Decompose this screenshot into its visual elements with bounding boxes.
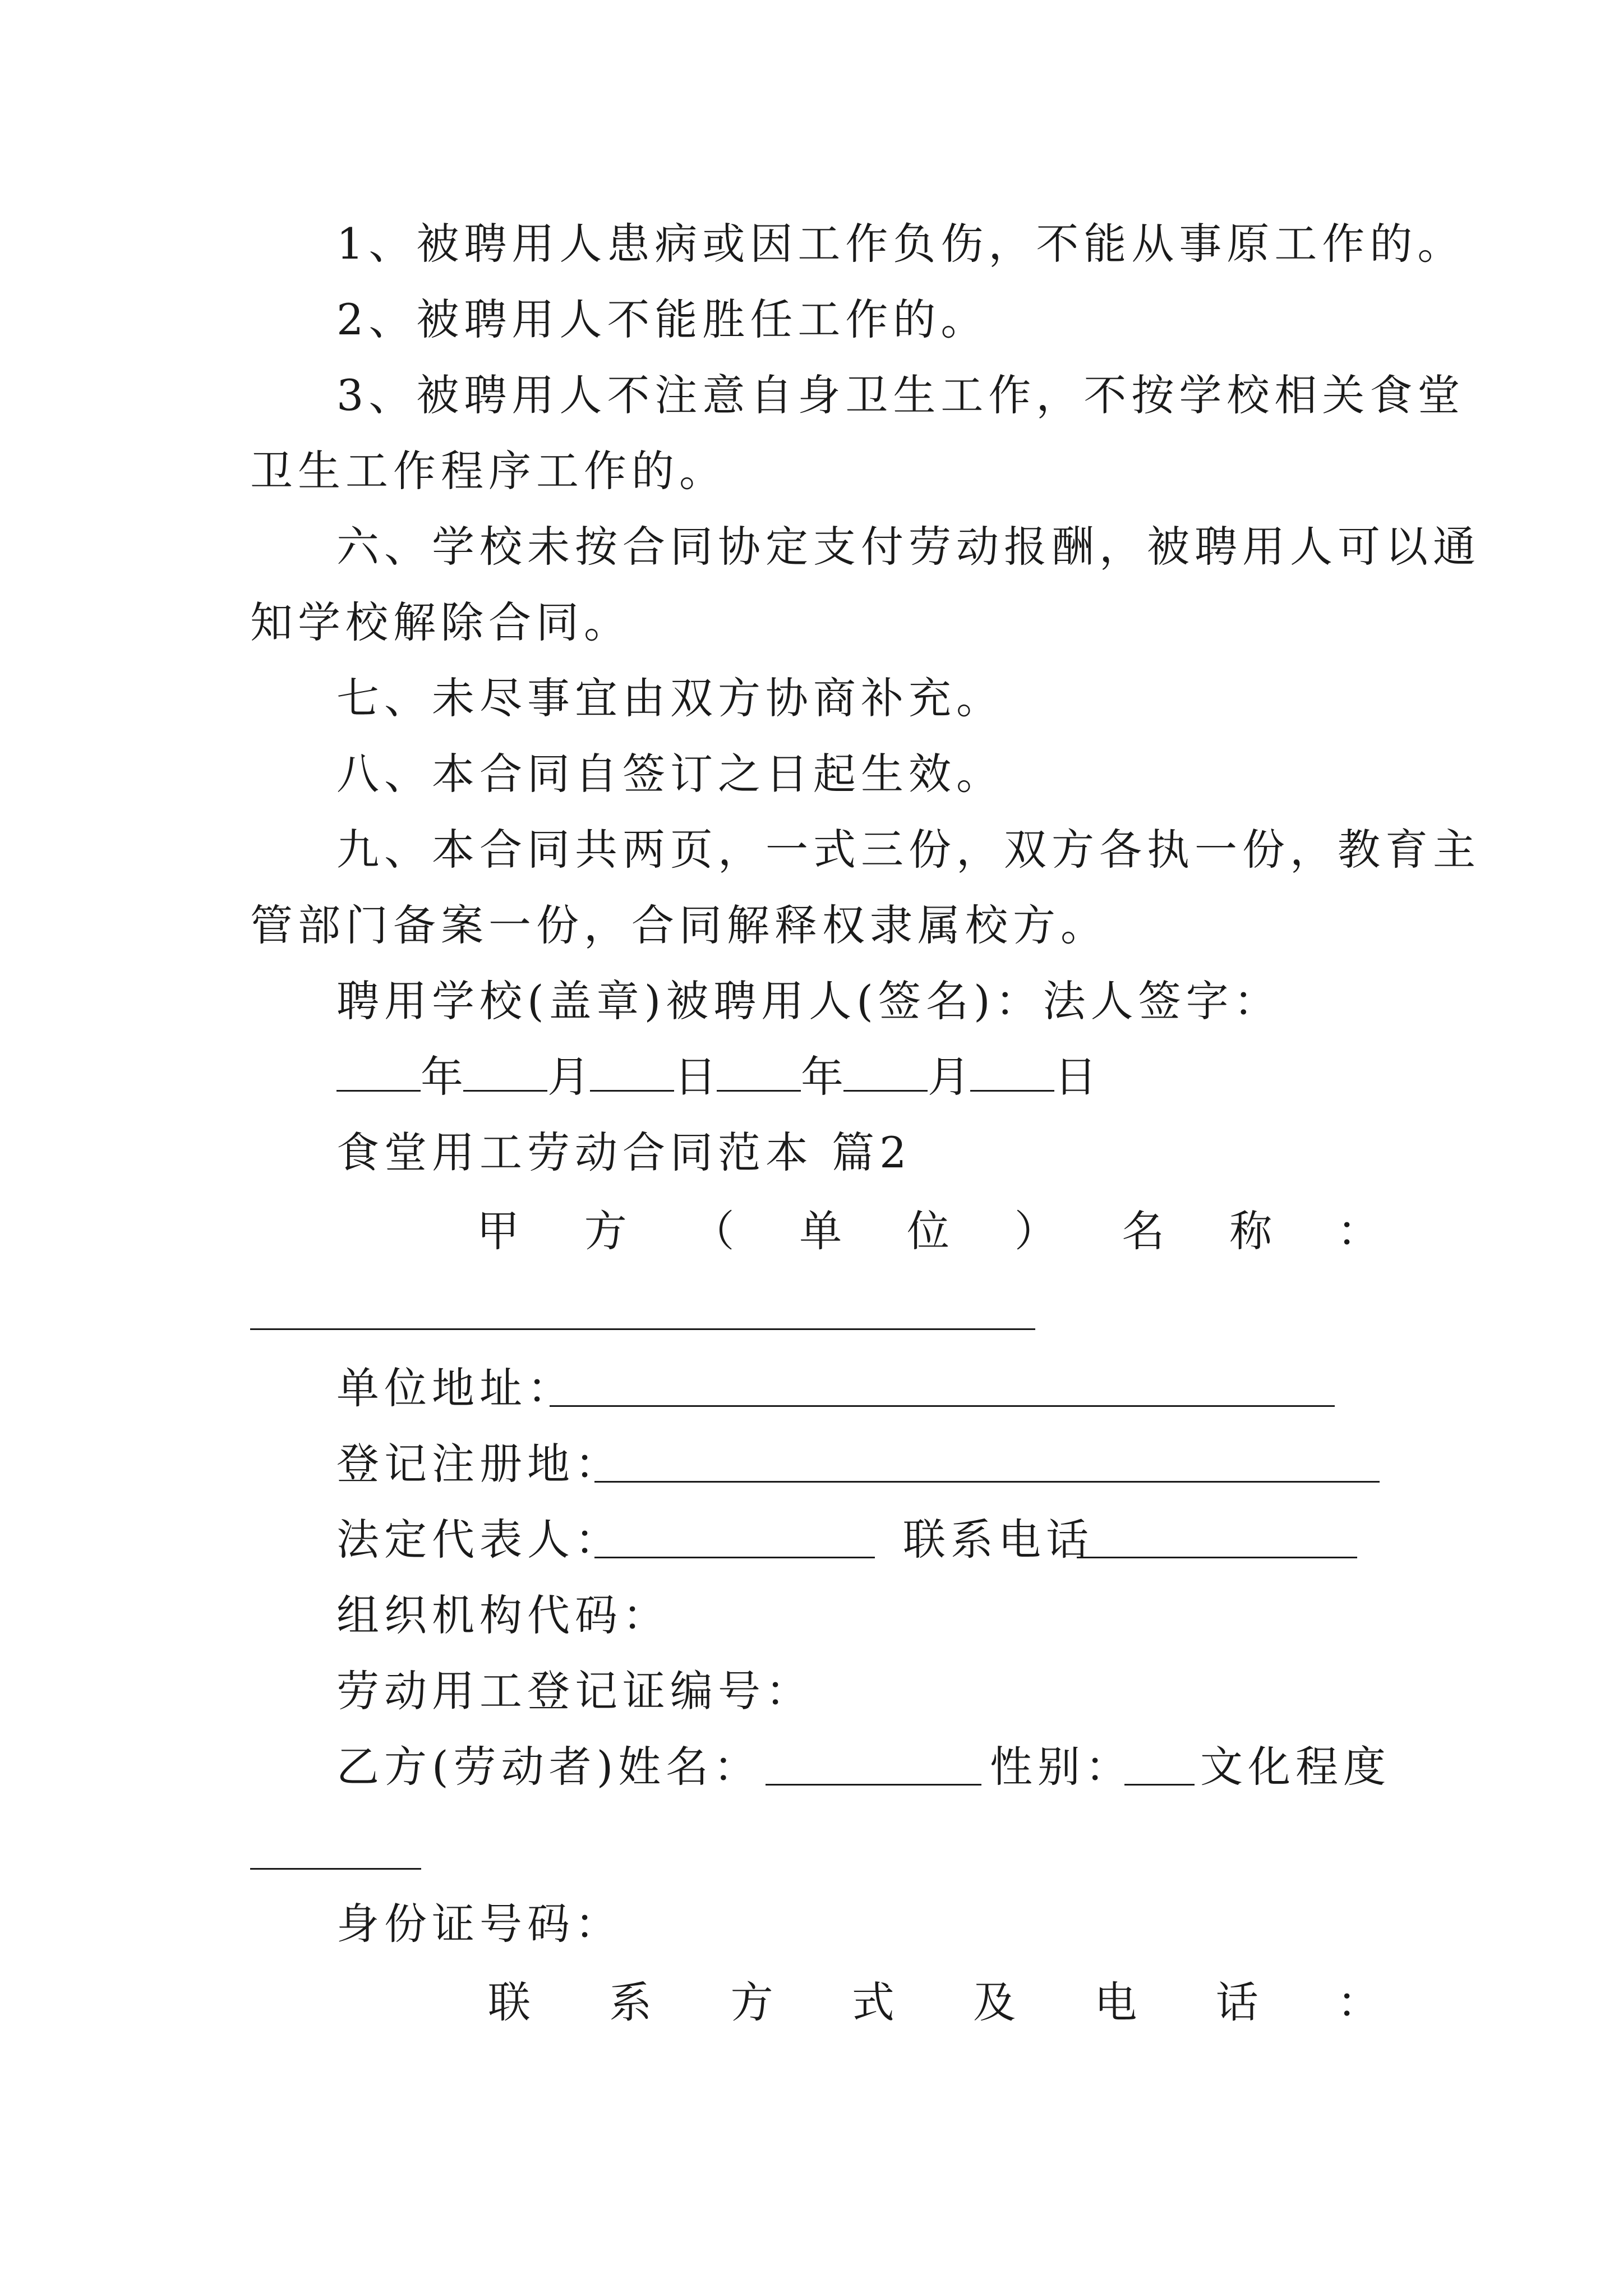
id-number-label: 身份证号码：: [336, 1899, 623, 1949]
label-char: 甲: [477, 1206, 519, 1256]
label-char: 单: [799, 1206, 842, 1256]
label-char: 及: [973, 1977, 1016, 2027]
party-b-contact-label: [336, 1975, 1380, 2031]
day-label-2: 日: [1054, 1052, 1097, 1102]
contact-phone-blank[interactable]: [1077, 1557, 1357, 1558]
gender-blank[interactable]: [1124, 1784, 1195, 1786]
signature-label: 聘用学校(盖章)被聘用人(签名)：法人签字：: [336, 976, 1281, 1026]
day-label: 日: [674, 1052, 717, 1102]
signature-date-row: [336, 1049, 1097, 1105]
clause-9-line-2: 管部门备案一份，合同解释权隶属校方。: [250, 900, 1108, 950]
legal-rep-blank[interactable]: [594, 1557, 875, 1558]
label-char: 话: [1215, 1977, 1258, 2027]
label-char: 式: [851, 1977, 895, 2027]
month-blank[interactable]: [463, 1053, 547, 1092]
labor-cert-label: 劳动用工登记证编号：: [336, 1666, 813, 1716]
unit-address-row: [336, 1360, 575, 1416]
education-blank[interactable]: [250, 1868, 421, 1870]
registered-row: [336, 1436, 623, 1492]
legal-rep-label: 法定代表人：: [336, 1515, 623, 1565]
label-char: ：: [1337, 1206, 1380, 1256]
day-blank[interactable]: [590, 1053, 674, 1092]
registered-blank[interactable]: [594, 1481, 1380, 1483]
party-a-name-label: [336, 1203, 1380, 1259]
unit-address-label: 单位地址：: [336, 1363, 575, 1413]
clause-6-line-1: 六、学校未按合同协定支付劳动报酬，被聘用人可以通: [336, 522, 1481, 572]
year-label-2: 年: [801, 1052, 843, 1102]
registered-label: 登记注册地：: [336, 1439, 623, 1489]
label-char: 联: [488, 1977, 531, 2027]
year-blank-2[interactable]: [717, 1053, 801, 1092]
label-char: ：: [1336, 1977, 1380, 2027]
label-char: （: [691, 1206, 735, 1256]
clause-7: 七、未尽事宜由双方协商补充。: [336, 673, 1004, 723]
label-char: 名: [1122, 1206, 1165, 1256]
section-2-title: 食堂用工劳动合同范本 篇2: [336, 1128, 912, 1177]
contact-phone-label: 联系电话: [903, 1515, 1094, 1565]
year-blank[interactable]: [336, 1053, 421, 1092]
label-char: 方: [584, 1206, 627, 1256]
clause-2: 2、被聘用人不能胜任工作的。: [336, 295, 989, 344]
label-char: 电: [1094, 1977, 1137, 2027]
label-char: 称: [1229, 1206, 1272, 1256]
year-label: 年: [421, 1052, 463, 1102]
month-label: 月: [547, 1052, 590, 1102]
clause-3-line-2: 卫生工作程序工作的。: [250, 446, 727, 496]
label-char: 系: [609, 1977, 652, 2027]
party-b-name-blank[interactable]: [766, 1784, 981, 1786]
org-code-label: 组织机构代码：: [336, 1590, 670, 1640]
label-char: ）: [1014, 1206, 1057, 1256]
legal-rep-row: [336, 1512, 623, 1568]
day-blank-2[interactable]: [970, 1053, 1054, 1092]
clause-6-line-2: 知学校解除合同。: [250, 597, 631, 647]
clause-8: 八、本合同自签订之日起生效。: [336, 749, 1004, 799]
clause-1: 1、被聘用人患病或因工作负伤，不能从事原工作的。: [336, 219, 1465, 269]
clause-3-line-1: 3、被聘用人不注意自身卫生工作，不按学校相关食堂: [336, 370, 1465, 420]
gender-label: 性别：: [990, 1742, 1133, 1792]
month-blank-2[interactable]: [843, 1053, 928, 1092]
month-label-2: 月: [928, 1052, 970, 1102]
label-char: 位: [907, 1206, 949, 1256]
clause-9-line-1: 九、本合同共两页，一式三份，双方各执一份，教育主: [336, 825, 1481, 875]
label-char: 方: [730, 1977, 773, 2027]
party-a-name-blank[interactable]: [250, 1328, 1035, 1330]
unit-address-blank[interactable]: [550, 1405, 1335, 1407]
education-label: 文化程度: [1200, 1742, 1391, 1792]
party-b-name-label: 乙方(劳动者)姓名：: [336, 1742, 762, 1792]
